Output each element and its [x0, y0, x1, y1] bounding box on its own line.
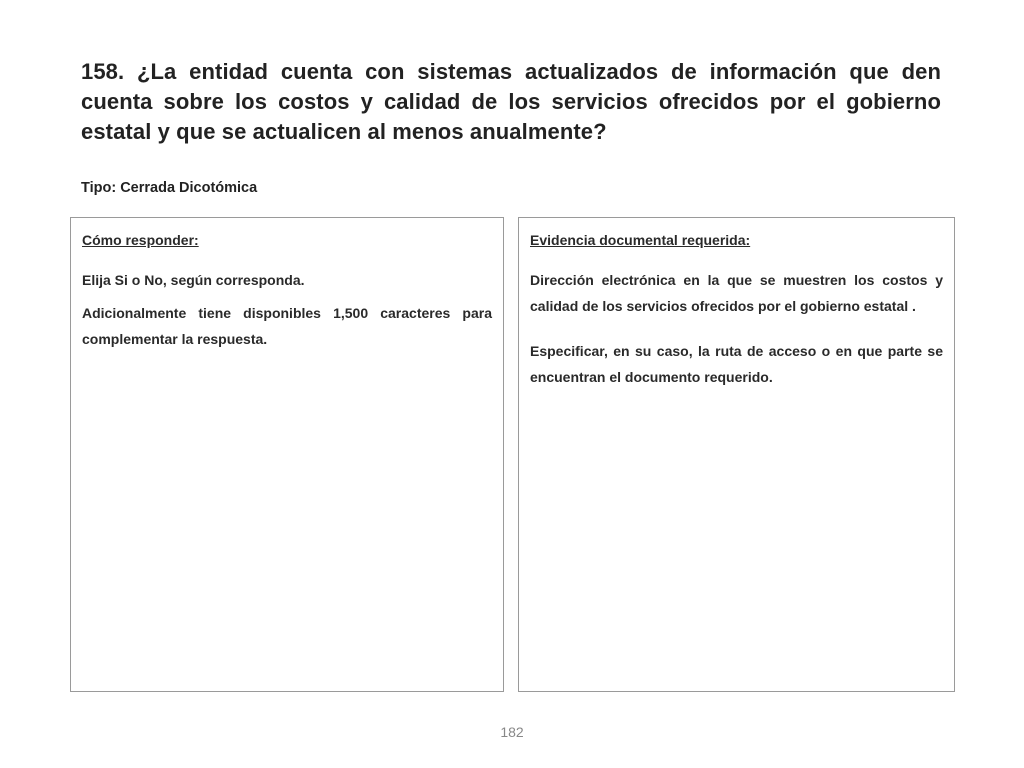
- required-evidence-description: Dirección electrónica en la que se muestren los costos y calidad de los servicios ofrecidos por el gobierno estatal .: [530, 272, 943, 314]
- required-evidence-box: [518, 217, 955, 692]
- how-to-answer-box: [70, 217, 504, 692]
- how-to-answer-additional: Adicionalmente tiene disponibles 1,500 caracteres para complementar la respuesta.: [82, 305, 492, 347]
- how-to-answer-title: Cómo responder:: [82, 232, 199, 248]
- how-to-answer-instruction: Elija Si o No, según corresponda.: [82, 272, 305, 288]
- page-number: 182: [500, 724, 524, 740]
- question-heading: 158. ¿La entidad cuenta con sistemas actualizados de información que den cuenta sobre los costos y calidad de los servicios ofrecidos por el gobierno estatal y que se actualicen al menos anualmente?: [81, 59, 941, 144]
- required-evidence-title: Evidencia documental requerida:: [530, 232, 751, 248]
- question-type-label: Tipo: Cerrada Dicotómica: [81, 180, 258, 196]
- required-evidence-specify: Especificar, en su caso, la ruta de acceso o en que parte se encuentran el documento requerido.: [530, 343, 943, 385]
